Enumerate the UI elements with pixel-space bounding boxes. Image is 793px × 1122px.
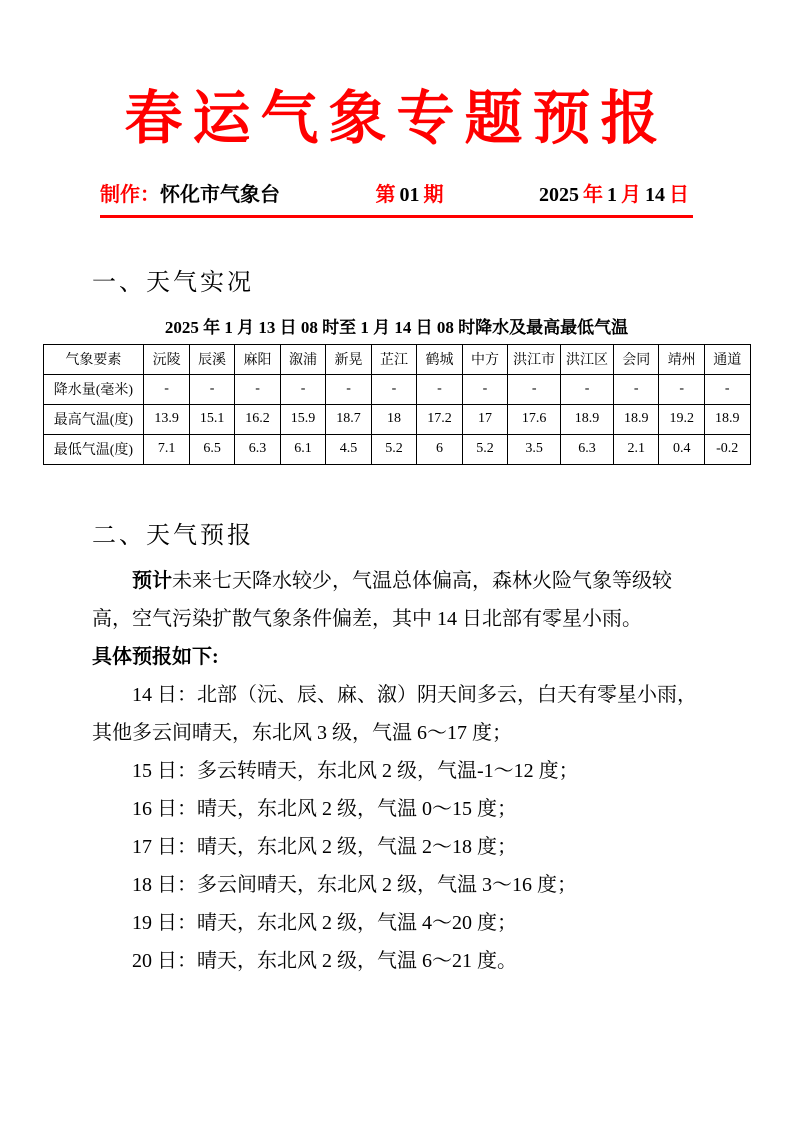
table-header-cell: 麻阳 <box>235 344 280 374</box>
table-cell: - <box>704 374 750 404</box>
table-cell: - <box>659 374 704 404</box>
table-cell: 4.5 <box>326 434 371 464</box>
table-cell: 6.1 <box>280 434 325 464</box>
table-cell: 18.9 <box>561 404 614 434</box>
producer-group <box>100 178 280 207</box>
table-cell: - <box>614 374 659 404</box>
forecast-summary-text: 未来七天降水较少，气温总体偏高，森林火险气象等级较高，空气污染扩散气象条件偏差，其中 14 日北部有零星小雨。 <box>92 569 672 630</box>
forecast-day-15: 15 日：多云转晴天，东北风 2 级，气温-1～12 度； <box>132 759 579 782</box>
table-cell: 0.4 <box>659 434 704 464</box>
table-cell: 6.3 <box>561 434 614 464</box>
table-header-cell: 新晃 <box>326 344 371 374</box>
table-header-cell: 芷江 <box>371 344 416 374</box>
forecast-summary <box>92 562 700 638</box>
table-cell: - <box>508 374 561 404</box>
date-month-unit: 月 <box>621 183 641 206</box>
table-cell: 13.9 <box>144 404 189 434</box>
observation-table-title: 2025 年 1 月 13 日 08 时至 1 月 14 日 08 时降水及最高最低气温 <box>164 317 629 337</box>
table-cell: 5.2 <box>462 434 507 464</box>
section2-heading: 二、天气预报 <box>92 521 254 549</box>
observation-table <box>43 344 751 465</box>
date-year: 2025 <box>539 183 579 206</box>
table-cell: - <box>326 374 371 404</box>
table-cell: 18.9 <box>614 404 659 434</box>
table-cell: 17.6 <box>508 404 561 434</box>
table-cell: 6.3 <box>235 434 280 464</box>
table-cell: - <box>417 374 462 404</box>
forecast-day-17: 17 日：晴天，东北风 2 级，气温 2～18 度； <box>132 835 517 858</box>
table-cell: -0.2 <box>704 434 750 464</box>
table-cell: - <box>189 374 234 404</box>
date-group <box>539 178 693 207</box>
table-cell: - <box>280 374 325 404</box>
section1-heading: 一、天气实况 <box>92 268 254 296</box>
date-month: 1 <box>607 183 617 206</box>
table-cell: 18.9 <box>704 404 750 434</box>
table-cell: 3.5 <box>508 434 561 464</box>
table-header-cell: 溆浦 <box>280 344 325 374</box>
table-cell: 6 <box>417 434 462 464</box>
table-header-cell: 靖州 <box>659 344 704 374</box>
forecast-day-19: 19 日：晴天，东北风 2 级，气温 4～20 度； <box>132 911 517 934</box>
forecast-day-14: 14 日：北部（沅、辰、麻、溆）阴天间多云，白天有零星小雨，其他多云间晴天，东北风 3 级，气温 6～17 度； <box>92 683 697 744</box>
table-row-max-temp <box>43 404 750 434</box>
table-row-label: 降水量(毫米) <box>43 374 144 404</box>
table-header-cell: 辰溪 <box>189 344 234 374</box>
date-year-unit: 年 <box>583 183 603 206</box>
forecast-body <box>92 562 700 980</box>
table-cell: 5.2 <box>371 434 416 464</box>
table-cell: 15.9 <box>280 404 325 434</box>
table-cell: 7.1 <box>144 434 189 464</box>
table-cell: 15.1 <box>189 404 234 434</box>
table-cell: - <box>144 374 189 404</box>
table-header-cell: 气象要素 <box>43 344 144 374</box>
document-meta-row <box>100 178 693 218</box>
table-cell: 6.5 <box>189 434 234 464</box>
table-row-precipitation <box>43 374 750 404</box>
table-row-min-temp <box>43 434 750 464</box>
date-day-unit: 日 <box>669 183 689 206</box>
table-header-cell: 沅陵 <box>144 344 189 374</box>
table-cell: - <box>462 374 507 404</box>
document-title: 春运气象专题预报 <box>124 86 669 151</box>
forecast-detail-heading: 具体预报如下: <box>92 645 219 668</box>
table-header-cell: 鹤城 <box>417 344 462 374</box>
table-cell: 18.7 <box>326 404 371 434</box>
table-row-label: 最低气温(度) <box>43 434 144 464</box>
table-header-cell: 洪江市 <box>508 344 561 374</box>
table-cell: 16.2 <box>235 404 280 434</box>
table-cell: 19.2 <box>659 404 704 434</box>
table-header-cell: 洪江区 <box>561 344 614 374</box>
issue-number: 01 <box>399 183 420 206</box>
issue-prefix: 第 <box>375 183 396 206</box>
issue-group <box>376 178 444 207</box>
forecast-day-18: 18 日：多云间晴天，东北风 2 级，气温 3～16 度； <box>132 873 577 896</box>
forecast-day-20: 20 日：晴天，东北风 2 级，气温 6～21 度。 <box>132 949 517 972</box>
table-cell: - <box>561 374 614 404</box>
table-header-cell: 会同 <box>614 344 659 374</box>
issue-suffix: 期 <box>423 183 444 206</box>
forecast-day-16: 16 日：晴天，东北风 2 级，气温 0～15 度； <box>132 797 517 820</box>
date-day: 14 <box>645 183 665 206</box>
table-cell: 2.1 <box>614 434 659 464</box>
table-cell: 17.2 <box>417 404 462 434</box>
producer-label: 制作： <box>100 183 160 206</box>
table-header-cell: 中方 <box>462 344 507 374</box>
forecast-summary-lead: 预计 <box>132 569 172 592</box>
table-header-cell: 通道 <box>704 344 750 374</box>
producer-name: 怀化市气象台 <box>160 183 280 206</box>
table-header-row <box>43 344 750 374</box>
table-row-label: 最高气温(度) <box>43 404 144 434</box>
table-cell: - <box>235 374 280 404</box>
table-cell: 18 <box>371 404 416 434</box>
table-cell: 17 <box>462 404 507 434</box>
table-cell: - <box>371 374 416 404</box>
